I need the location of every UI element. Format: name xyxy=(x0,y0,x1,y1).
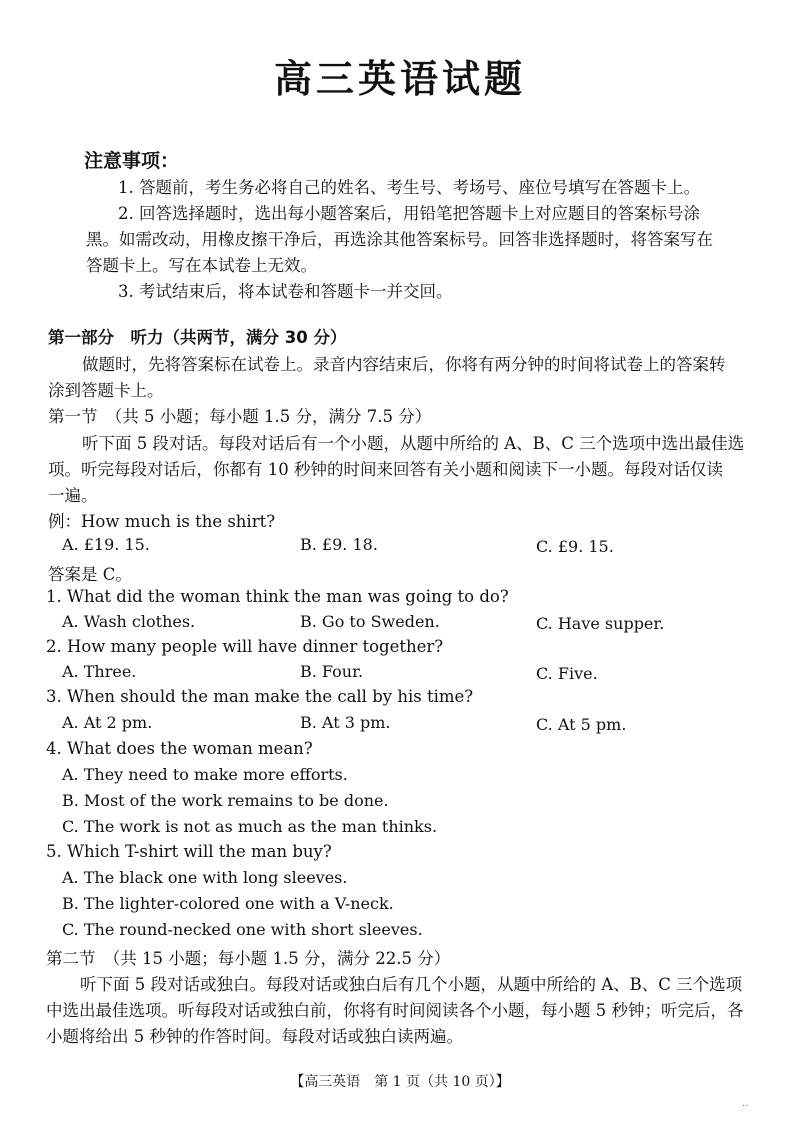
section1-heading: 第一节 （共 5 小题；每小题 1.5 分，满分 7.5 分） xyxy=(48,407,432,426)
part1-heading: 第一部分 听力（共两节，满分 30 分） xyxy=(48,328,347,347)
section2-heading: 第二节 （共 15 小题；每小题 1.5 分，满分 22.5 分） xyxy=(46,949,451,968)
q2-option-a: A. Three. xyxy=(62,662,137,681)
page-footer: 【高三英语 第 1 页（共 10 页）】 xyxy=(290,1074,510,1090)
notice-item-1: 1. 答题前，考生务必将自己的姓名、考生号、考场号、座位号填写在答题卡上。 xyxy=(118,178,700,197)
q4-option-c: C. The work is not as much as the man thinks. xyxy=(62,817,438,836)
q2-option-c: C. Five. xyxy=(536,664,598,683)
q1-option-b: B. Go to Sweden. xyxy=(300,612,440,631)
example-option-b: B. £9. 18. xyxy=(300,535,378,554)
example-option-c: C. £9. 15. xyxy=(536,537,614,556)
section2-intro-line-1: 听下面 5 段对话或独白。每段对话或独白后有几个小题，从题中所给的 A、B、C 三个选项 xyxy=(80,975,743,994)
question-4: 4. What does the woman mean? xyxy=(46,739,313,758)
question-1: 1. What did the woman think the man was going to do? xyxy=(46,587,509,606)
q3-option-c: C. At 5 pm. xyxy=(536,715,627,734)
q3-option-a: A. At 2 pm. xyxy=(62,713,153,732)
section2-intro-line-3: 小题将给出 5 秒钟的作答时间。每段对话或独白读两遍。 xyxy=(46,1027,463,1046)
notice-item-2-line-1: 2. 回答选择题时，选出每小题答案后，用铅笔把答题卡上对应题目的答案标号涂 xyxy=(118,204,700,223)
notice-item-2-line-2: 黑。如需改动，用橡皮擦干净后，再选涂其他答案标号。回答非选择题时，将答案写在 xyxy=(86,230,713,249)
question-3: 3. When should the man make the call by his time? xyxy=(46,687,474,706)
notice-item-2-line-3: 答题卡上。写在本试卷上无效。 xyxy=(86,256,317,275)
q5-option-b: B. The lighter-colored one with a V-neck. xyxy=(62,894,394,913)
section1-intro-line-2: 项。听完每段对话后，你都有 10 秒钟的时间来回答有关小题和阅读下一小题。每段对话仅读 xyxy=(48,460,723,479)
q1-option-a: A. Wash clothes. xyxy=(62,612,196,631)
part1-intro-line-2: 涂到答题卡上。 xyxy=(48,381,164,400)
section1-intro-line-3: 一遍。 xyxy=(48,486,98,505)
example-option-a: A. £19. 15. xyxy=(62,535,150,554)
example-question: 例：How much is the shirt? xyxy=(48,512,276,531)
question-2: 2. How many people will have dinner together? xyxy=(46,637,444,656)
question-5: 5. Which T-shirt will the man buy? xyxy=(46,842,332,861)
part1-intro-line-1: 做题时，先将答案标在试卷上。录音内容结束后，你将有两分钟的时间将试卷上的答案转 xyxy=(82,355,726,374)
q2-option-b: B. Four. xyxy=(300,662,364,681)
q5-option-a: A. The black one with long sleeves. xyxy=(62,868,348,887)
q4-option-b: B. Most of the work remains to be done. xyxy=(62,791,389,810)
notice-item-3: 3. 考试结束后，将本试卷和答题卡一并交回。 xyxy=(118,282,453,301)
corner-marks: ‥ xyxy=(742,1098,749,1109)
example-answer: 答案是 C。 xyxy=(48,565,132,584)
q3-option-b: B. At 3 pm. xyxy=(300,713,391,732)
section2-intro-line-2: 中选出最佳选项。听每段对话或独白前，你将有时间阅读各个小题，每小题 5 秒钟；听完后，各 xyxy=(46,1001,744,1020)
notice-heading: 注意事项： xyxy=(84,150,180,172)
section1-intro-line-1: 听下面 5 段对话。每段对话后有一个小题，从题中所给的 A、B、C 三个选项中选出最佳选 xyxy=(82,434,745,453)
q4-option-a: A. They need to make more efforts. xyxy=(62,765,348,784)
page-title: 高三英语试题 xyxy=(273,57,526,101)
q5-option-c: C. The round-necked one with short sleeves. xyxy=(62,920,423,939)
q1-option-c: C. Have supper. xyxy=(536,614,665,633)
